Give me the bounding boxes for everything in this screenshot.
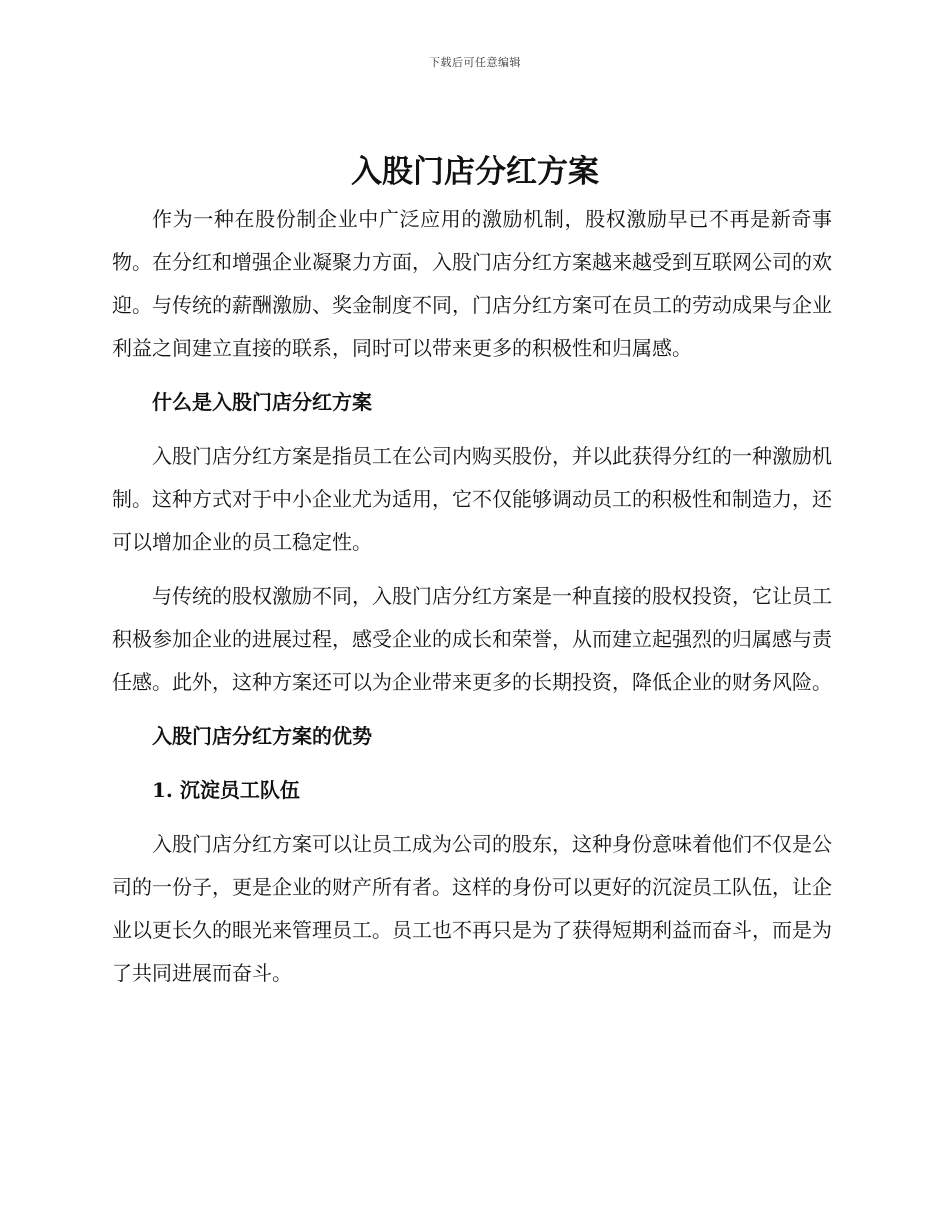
subsection-heading-1: 1. 沉淀员工队伍 bbox=[152, 778, 300, 802]
section-heading-advantages: 入股门店分红方案的优势 bbox=[152, 724, 372, 748]
comparison-paragraph: 与传统的股权激励不同，入股门店分红方案是一种直接的股权投资，它让员工积极参加企业的进展过程，感受企业的成长和荣誉，从而建立起强烈的归属感与责任感。此外，这种方案还可以为企业带来更多的长期投资，降低企业的财务风险。 bbox=[112, 584, 832, 694]
definition-paragraph: 入股门店分红方案是指员工在公司内购买股份，并以此获得分红的一种激励机制。这种方式对于中小企业尤为适用，它不仅能够调动员工的积极性和制造力，还可以增加企业的员工稳定性。 bbox=[112, 444, 832, 554]
section-heading-what-is: 什么是入股门店分红方案 bbox=[152, 390, 372, 414]
intro-paragraph: 作为一种在股份制企业中广泛应用的激励机制，股权激励早已不再是新奇事物。在分红和增强企业凝聚力方面，入股门店分红方案越来越受到互联网公司的欢迎。与传统的薪酬激励、奖金制度不同，门店分红方案可在员工的劳动成果与企业利益之间建立直接的联系，同时可以带来更多的积极性和归属感。 bbox=[112, 207, 832, 360]
document-body bbox=[112, 198, 832, 995]
header-note: 下载后可任意编辑 bbox=[429, 56, 521, 69]
document-title: 入股门店分红方案 bbox=[351, 154, 599, 190]
advantage-1-paragraph: 入股门店分红方案可以让员工成为公司的股东，这种身份意味着他们不仅是公司的一份子，更是企业的财产所有者。这样的身份可以更好的沉淀员工队伍，让企业以更长久的眼光来管理员工。员工也不再只是为了获得短期利益而奋斗，而是为了共同进展而奋斗。 bbox=[112, 832, 832, 985]
